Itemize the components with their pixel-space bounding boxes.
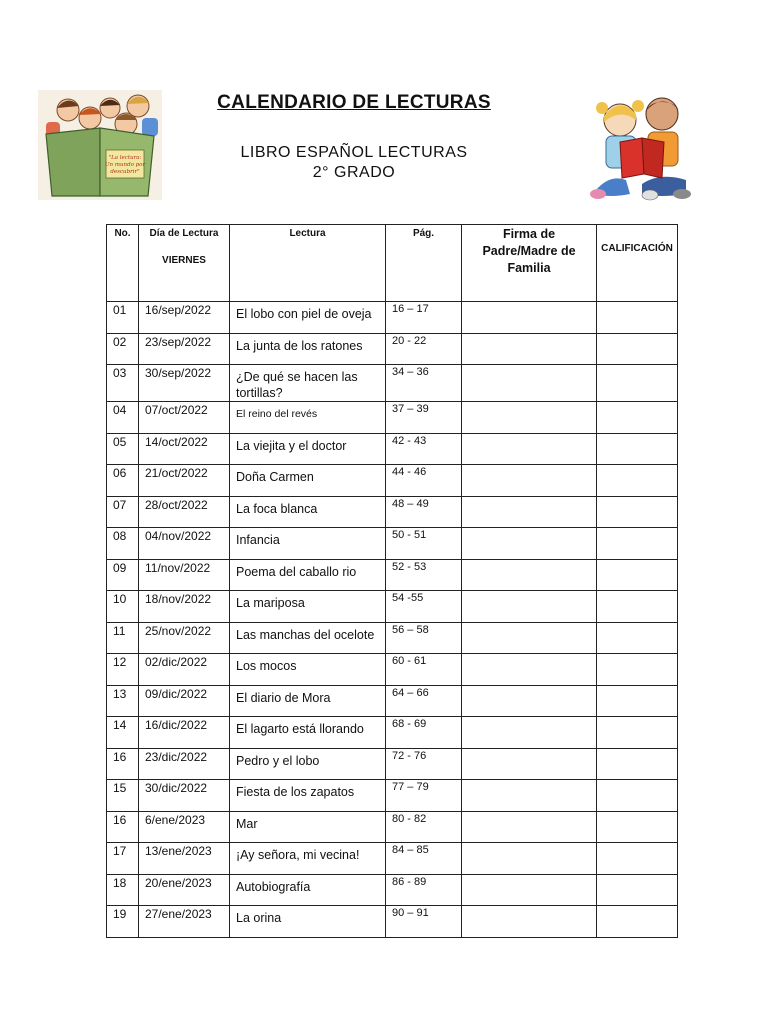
col-header-dia-weekday: VIERNES bbox=[162, 255, 206, 266]
cell-firma[interactable] bbox=[462, 433, 597, 465]
cell-dia: 28/oct/2022 bbox=[139, 496, 230, 528]
cell-calificacion[interactable] bbox=[597, 365, 678, 402]
table-row bbox=[107, 591, 678, 623]
cell-pag: 84 – 85 bbox=[386, 843, 462, 875]
cell-dia: 30/dic/2022 bbox=[139, 780, 230, 812]
subtitle-book: LIBRO ESPAÑOL LECTURAS bbox=[240, 144, 468, 161]
cell-dia: 09/dic/2022 bbox=[139, 685, 230, 717]
cell-firma[interactable] bbox=[462, 748, 597, 780]
cell-calificacion[interactable] bbox=[597, 528, 678, 560]
cell-no: 04 bbox=[107, 402, 139, 434]
cell-dia: 25/nov/2022 bbox=[139, 622, 230, 654]
cell-lectura: ¡Ay señora, mi vecina! bbox=[230, 843, 386, 875]
cell-firma[interactable] bbox=[462, 780, 597, 812]
cell-calificacion[interactable] bbox=[597, 906, 678, 938]
cell-pag: 60 - 61 bbox=[386, 654, 462, 686]
cell-calificacion[interactable] bbox=[597, 496, 678, 528]
cell-firma[interactable] bbox=[462, 591, 597, 623]
cell-dia: 11/nov/2022 bbox=[139, 559, 230, 591]
table-row bbox=[107, 333, 678, 365]
cell-no: 01 bbox=[107, 302, 139, 334]
cell-firma[interactable] bbox=[462, 685, 597, 717]
table-row bbox=[107, 559, 678, 591]
cell-pag: 50 - 51 bbox=[386, 528, 462, 560]
reading-calendar-table bbox=[106, 224, 678, 938]
cell-calificacion[interactable] bbox=[597, 717, 678, 749]
cell-lectura: Poema del caballo rio bbox=[230, 559, 386, 591]
cell-pag: 52 - 53 bbox=[386, 559, 462, 591]
cell-calificacion[interactable] bbox=[597, 685, 678, 717]
page-title: CALENDARIO DE LECTURAS bbox=[217, 92, 491, 113]
cell-lectura: Pedro y el lobo bbox=[230, 748, 386, 780]
cell-no: 18 bbox=[107, 874, 139, 906]
cell-firma[interactable] bbox=[462, 559, 597, 591]
cell-firma[interactable] bbox=[462, 906, 597, 938]
cell-pag: 68 - 69 bbox=[386, 717, 462, 749]
cell-lectura: Autobiografía bbox=[230, 874, 386, 906]
cell-firma[interactable] bbox=[462, 402, 597, 434]
cell-no: 14 bbox=[107, 717, 139, 749]
table-row bbox=[107, 654, 678, 686]
cell-dia: 04/nov/2022 bbox=[139, 528, 230, 560]
cell-calificacion[interactable] bbox=[597, 874, 678, 906]
table-row bbox=[107, 528, 678, 560]
table-row bbox=[107, 685, 678, 717]
table-row bbox=[107, 433, 678, 465]
col-header-firma: Firma de Padre/Madre de Familia bbox=[462, 225, 597, 302]
table-row bbox=[107, 874, 678, 906]
cell-firma[interactable] bbox=[462, 302, 597, 334]
cell-no: 07 bbox=[107, 496, 139, 528]
cell-no: 02 bbox=[107, 333, 139, 365]
cell-calificacion[interactable] bbox=[597, 402, 678, 434]
cell-dia: 02/dic/2022 bbox=[139, 654, 230, 686]
table-row bbox=[107, 748, 678, 780]
cell-lectura: El diario de Mora bbox=[230, 685, 386, 717]
cell-firma[interactable] bbox=[462, 717, 597, 749]
cell-calificacion[interactable] bbox=[597, 333, 678, 365]
col-header-dia bbox=[139, 225, 230, 302]
cell-dia: 07/oct/2022 bbox=[139, 402, 230, 434]
table-row bbox=[107, 365, 678, 402]
table-row bbox=[107, 717, 678, 749]
cell-firma[interactable] bbox=[462, 622, 597, 654]
cell-no: 09 bbox=[107, 559, 139, 591]
cell-lectura: ¿De qué se hacen las tortillas? bbox=[230, 365, 386, 402]
cell-dia: 16/sep/2022 bbox=[139, 302, 230, 334]
cell-pag: 72 - 76 bbox=[386, 748, 462, 780]
subtitle-grade: 2° GRADO bbox=[312, 164, 396, 181]
cell-pag: 80 - 82 bbox=[386, 811, 462, 843]
table-row bbox=[107, 843, 678, 875]
cell-no: 12 bbox=[107, 654, 139, 686]
cell-firma[interactable] bbox=[462, 843, 597, 875]
cell-dia: 14/oct/2022 bbox=[139, 433, 230, 465]
col-header-pag: Pág. bbox=[386, 225, 462, 302]
cell-pag: 44 - 46 bbox=[386, 465, 462, 497]
cell-no: 10 bbox=[107, 591, 139, 623]
cell-dia: 6/ene/2023 bbox=[139, 811, 230, 843]
cell-calificacion[interactable] bbox=[597, 591, 678, 623]
table-row bbox=[107, 811, 678, 843]
cell-no: 15 bbox=[107, 780, 139, 812]
cell-no: 17 bbox=[107, 843, 139, 875]
cell-firma[interactable] bbox=[462, 496, 597, 528]
cell-dia: 30/sep/2022 bbox=[139, 365, 230, 402]
cell-calificacion[interactable] bbox=[597, 465, 678, 497]
cell-calificacion[interactable] bbox=[597, 811, 678, 843]
table-row bbox=[107, 465, 678, 497]
cell-dia: 16/dic/2022 bbox=[139, 717, 230, 749]
cell-lectura: Las manchas del ocelote bbox=[230, 622, 386, 654]
table-row bbox=[107, 780, 678, 812]
cell-pag: 42 - 43 bbox=[386, 433, 462, 465]
cell-firma[interactable] bbox=[462, 874, 597, 906]
table-header-row bbox=[107, 225, 678, 302]
cell-lectura: La junta de los ratones bbox=[230, 333, 386, 365]
cell-firma[interactable] bbox=[462, 654, 597, 686]
cell-pag: 54 -55 bbox=[386, 591, 462, 623]
cell-dia: 20/ene/2023 bbox=[139, 874, 230, 906]
cell-lectura: La viejita y el doctor bbox=[230, 433, 386, 465]
cell-calificacion[interactable] bbox=[597, 559, 678, 591]
cell-pag: 48 – 49 bbox=[386, 496, 462, 528]
table-row bbox=[107, 906, 678, 938]
cell-dia: 23/sep/2022 bbox=[139, 333, 230, 365]
cell-lectura: Mar bbox=[230, 811, 386, 843]
cell-no: 06 bbox=[107, 465, 139, 497]
cell-dia: 27/ene/2023 bbox=[139, 906, 230, 938]
col-header-lectura: Lectura bbox=[230, 225, 386, 302]
cell-pag: 34 – 36 bbox=[386, 365, 462, 402]
cell-calificacion[interactable] bbox=[597, 433, 678, 465]
cell-pag: 16 – 17 bbox=[386, 302, 462, 334]
cell-pag: 64 – 66 bbox=[386, 685, 462, 717]
cell-dia: 21/oct/2022 bbox=[139, 465, 230, 497]
cell-calificacion[interactable] bbox=[597, 780, 678, 812]
table-row bbox=[107, 496, 678, 528]
cell-dia: 23/dic/2022 bbox=[139, 748, 230, 780]
cell-firma[interactable] bbox=[462, 811, 597, 843]
svg-text:descubrir": descubrir" bbox=[110, 169, 140, 175]
cell-no: 16 bbox=[107, 811, 139, 843]
cell-lectura: Doña Carmen bbox=[230, 465, 386, 497]
table-row bbox=[107, 402, 678, 434]
cell-firma[interactable] bbox=[462, 465, 597, 497]
cell-no: 08 bbox=[107, 528, 139, 560]
cell-lectura: Fiesta de los zapatos bbox=[230, 780, 386, 812]
cell-no: 19 bbox=[107, 906, 139, 938]
cell-calificacion[interactable] bbox=[597, 654, 678, 686]
cell-pag: 20 - 22 bbox=[386, 333, 462, 365]
svg-text:Un mundo por: Un mundo por bbox=[104, 162, 146, 168]
cell-calificacion[interactable] bbox=[597, 748, 678, 780]
cell-firma[interactable] bbox=[462, 365, 597, 402]
cell-no: 13 bbox=[107, 685, 139, 717]
cell-lectura: Los mocos bbox=[230, 654, 386, 686]
cell-lectura: El reino del revés bbox=[230, 402, 386, 434]
cell-lectura: La foca blanca bbox=[230, 496, 386, 528]
cell-dia: 18/nov/2022 bbox=[139, 591, 230, 623]
cell-pag: 77 – 79 bbox=[386, 780, 462, 812]
col-header-no: No. bbox=[107, 225, 139, 302]
cell-firma[interactable] bbox=[462, 528, 597, 560]
table-row bbox=[107, 622, 678, 654]
cell-firma[interactable] bbox=[462, 333, 597, 365]
svg-text:"La lectura:: "La lectura: bbox=[108, 155, 142, 161]
cell-lectura: El lagarto está llorando bbox=[230, 717, 386, 749]
cell-calificacion[interactable] bbox=[597, 622, 678, 654]
col-header-dia-label: Día de Lectura bbox=[149, 228, 219, 239]
table-row bbox=[107, 302, 678, 334]
cell-lectura: La mariposa bbox=[230, 591, 386, 623]
cell-dia: 13/ene/2023 bbox=[139, 843, 230, 875]
cell-pag: 90 – 91 bbox=[386, 906, 462, 938]
col-header-calificacion: CALIFICACIÓN bbox=[597, 225, 678, 302]
cell-pag: 37 – 39 bbox=[386, 402, 462, 434]
cell-pag: 86 - 89 bbox=[386, 874, 462, 906]
cell-pag: 56 – 58 bbox=[386, 622, 462, 654]
cell-no: 16 bbox=[107, 748, 139, 780]
cell-no: 03 bbox=[107, 365, 139, 402]
cell-lectura: El lobo con piel de oveja bbox=[230, 302, 386, 334]
cell-calificacion[interactable] bbox=[597, 843, 678, 875]
cell-lectura: Infancia bbox=[230, 528, 386, 560]
cell-no: 05 bbox=[107, 433, 139, 465]
cell-no: 11 bbox=[107, 622, 139, 654]
cell-calificacion[interactable] bbox=[597, 302, 678, 334]
kids-reading-illustration bbox=[590, 94, 692, 202]
cell-lectura: La orina bbox=[230, 906, 386, 938]
